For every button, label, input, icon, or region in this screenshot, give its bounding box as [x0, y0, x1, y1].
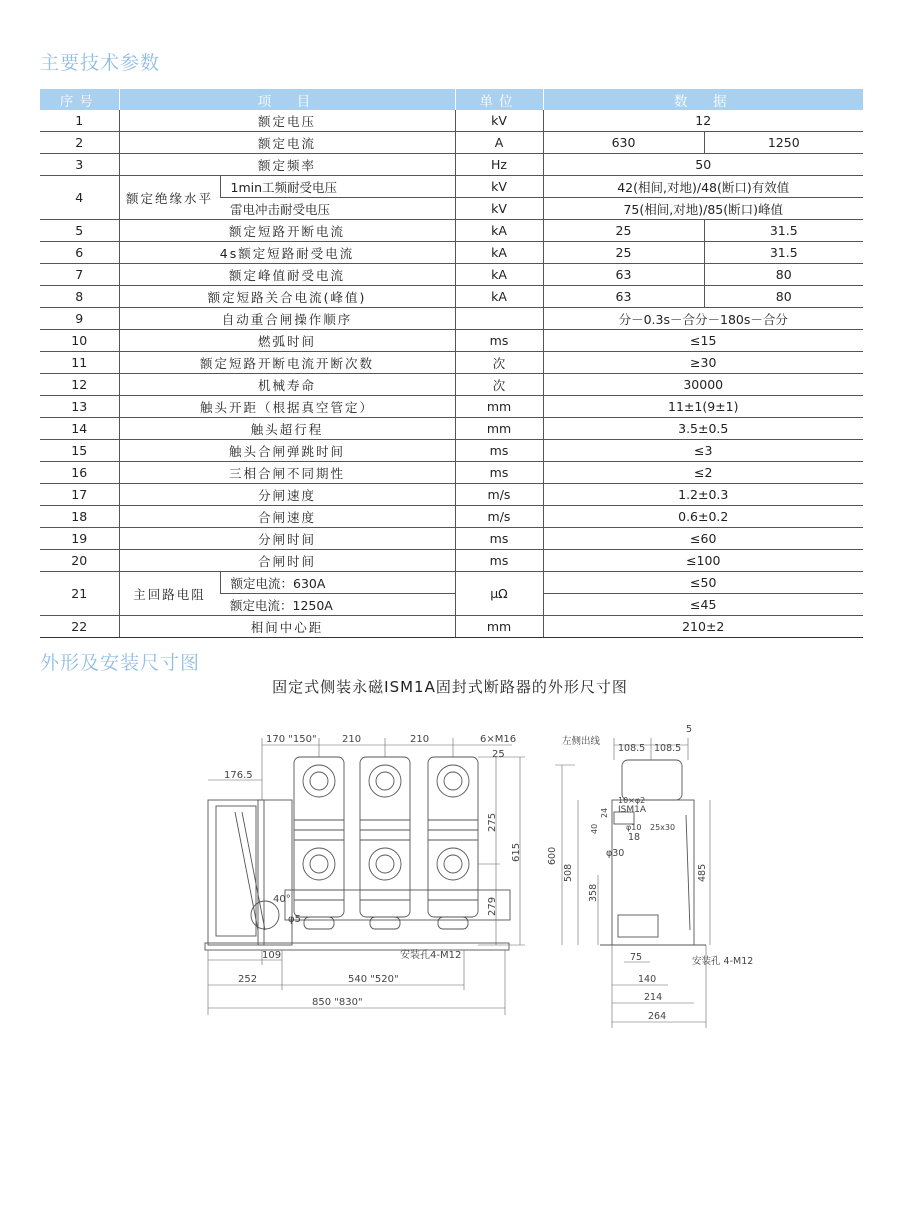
dim-m16: 6×M16: [480, 734, 517, 745]
cell-item: 额定电流：1250A: [220, 594, 455, 616]
dim-108b: 108.5: [654, 743, 682, 754]
cell-unit: ms: [455, 550, 543, 572]
cell-item: 燃弧时间: [119, 330, 455, 352]
cell-value: 210±2: [543, 616, 863, 638]
dim-264: 264: [648, 1011, 667, 1022]
dim-214: 214: [644, 992, 663, 1003]
dim-phi10: φ10: [626, 823, 642, 832]
cell-item: 1min工频耐受电压: [220, 176, 455, 198]
cell-value: ≤15: [543, 330, 863, 352]
cell-item: 额定频率: [119, 154, 455, 176]
cell-value: ≤2: [543, 462, 863, 484]
cell-value: 1.2±0.3: [543, 484, 863, 506]
cell-no: 14: [40, 418, 119, 440]
cell-value: 75(相间,对地)/85(断口)峰值: [543, 198, 863, 220]
section-title-dimensions: 外形及安装尺寸图: [40, 652, 201, 674]
base-plate: [205, 943, 509, 950]
cell-no: 12: [40, 374, 119, 396]
dim-600: 600: [547, 846, 558, 865]
dim-18: 18: [628, 832, 641, 843]
cell-unit: ms: [455, 528, 543, 550]
cell-value: 分－0.3s－合分－180s－合分: [543, 308, 863, 330]
header-item: 项 目: [119, 89, 455, 110]
dim-850: 850 "830": [312, 997, 363, 1008]
cell-unit: ms: [455, 440, 543, 462]
cell-value: ≤45: [543, 594, 863, 616]
cell-value-2: 1250: [704, 132, 863, 154]
dim-252: 252: [238, 974, 258, 985]
cell-item: 合闸时间: [119, 550, 455, 572]
dim-109: 109: [262, 950, 282, 961]
cell-item: 额定短路关合电流(峰值): [119, 286, 455, 308]
dim-485: 485: [697, 863, 708, 882]
cell-item: 雷电冲击耐受电压: [220, 198, 455, 220]
dim-10phi2: 10×φ2: [618, 796, 646, 805]
header-unit: 单位: [455, 89, 543, 110]
cell-item: 三相合闸不同期性: [119, 462, 455, 484]
brand-label: ISM1A: [618, 805, 647, 815]
cell-value: ≥30: [543, 352, 863, 374]
cell-unit: A: [455, 132, 543, 154]
cell-unit: kA: [455, 242, 543, 264]
cell-item: 4s额定短路耐受电流: [119, 242, 455, 264]
side-pole-top: [622, 760, 682, 800]
cell-unit: kA: [455, 220, 543, 242]
cell-item: 机械寿命: [119, 374, 455, 396]
cell-value: 50: [543, 154, 863, 176]
cell-item: 额定短路开断电流: [119, 220, 455, 242]
cell-value: ≤100: [543, 550, 863, 572]
cell-item: 分闸速度: [119, 484, 455, 506]
dim-210a: 210: [342, 734, 362, 745]
header-no: 序号: [40, 89, 119, 110]
cell-unit: m/s: [455, 506, 543, 528]
cell-value: 42(相间,对地)/48(断口)有效值: [543, 176, 863, 198]
cell-value-1: 63: [543, 264, 704, 286]
cell-unit: kA: [455, 286, 543, 308]
cell-no: 3: [40, 154, 119, 176]
cell-no: 2: [40, 132, 119, 154]
dim-25: 25: [492, 749, 505, 760]
cell-value: ≤50: [543, 572, 863, 594]
cell-value-1: 25: [543, 220, 704, 242]
cell-value: 0.6±0.2: [543, 506, 863, 528]
dim-phi30: φ30: [606, 848, 625, 859]
cell-value-2: 31.5: [704, 220, 863, 242]
cell-unit: kV: [455, 110, 543, 132]
cell-value: ≤3: [543, 440, 863, 462]
cell-item: 合闸速度: [119, 506, 455, 528]
dim-275: 275: [487, 812, 498, 832]
mount-hole-front: 安装孔4-M12: [400, 950, 462, 961]
cell-no: 4: [40, 176, 119, 220]
cell-unit: mm: [455, 396, 543, 418]
cell-item: 触头超行程: [119, 418, 455, 440]
cell-value: ≤60: [543, 528, 863, 550]
side-housing: [612, 800, 694, 945]
cell-value-1: 630: [543, 132, 704, 154]
side-bracket: [258, 800, 292, 945]
cell-unit: μΩ: [455, 572, 543, 616]
cell-item: 触头开距（根据真空管定）: [119, 396, 455, 418]
cell-unit: 次: [455, 374, 543, 396]
cell-no: 22: [40, 616, 119, 638]
dim-24: 24: [600, 807, 609, 818]
dim-615: 615: [511, 842, 522, 862]
cell-no: 21: [40, 572, 119, 616]
mount-hole-side: 安装孔 4-M12: [692, 956, 754, 967]
cell-group: 主回路电阻: [119, 572, 220, 616]
pole-1: [294, 757, 344, 929]
dim-170: 170 "150": [266, 734, 317, 745]
operating-rod: [235, 812, 258, 930]
front-view-labels: [224, 734, 522, 1008]
cell-value: 11±1(9±1): [543, 396, 863, 418]
dim-phi5: φ5: [288, 914, 301, 925]
dim-508: 508: [563, 863, 574, 882]
cell-item: 额定电压: [119, 110, 455, 132]
cell-no: 17: [40, 484, 119, 506]
cell-no: 6: [40, 242, 119, 264]
cell-no: 20: [40, 550, 119, 572]
left-outlet-label: 左侧出线: [562, 736, 601, 747]
header-data: 数 据: [543, 89, 863, 110]
cell-value-1: 25: [543, 242, 704, 264]
cell-value-2: 80: [704, 286, 863, 308]
cell-item: 分闸时间: [119, 528, 455, 550]
cell-unit: ms: [455, 462, 543, 484]
diagram-title: 固定式侧装永磁ISM1A固封式断路器的外形尺寸图: [272, 678, 628, 696]
cell-no: 13: [40, 396, 119, 418]
side-cable: [686, 815, 690, 930]
cell-unit: kA: [455, 264, 543, 286]
cell-item: 额定峰值耐受电流: [119, 264, 455, 286]
cell-unit: ms: [455, 330, 543, 352]
dim-210b: 210: [410, 734, 430, 745]
dim-108a: 108.5: [618, 743, 646, 754]
dim-5: 5: [686, 724, 693, 735]
cell-item: 额定电流: [119, 132, 455, 154]
dim-140: 140: [638, 974, 657, 985]
cell-unit: Hz: [455, 154, 543, 176]
cell-unit: mm: [455, 418, 543, 440]
cell-no: 5: [40, 220, 119, 242]
operating-rod-2: [242, 812, 265, 930]
cell-unit: 次: [455, 352, 543, 374]
cell-value: 3.5±0.5: [543, 418, 863, 440]
dim-176: 176.5: [224, 770, 253, 781]
cell-no: 7: [40, 264, 119, 286]
cell-item: 相间中心距: [119, 616, 455, 638]
cell-unit: m/s: [455, 484, 543, 506]
nameplate: [618, 915, 658, 937]
cell-no: 15: [40, 440, 119, 462]
cell-no: 9: [40, 308, 119, 330]
cell-value-2: 80: [704, 264, 863, 286]
cell-unit: kV: [455, 176, 543, 198]
cell-no: 18: [40, 506, 119, 528]
cell-item: 自动重合闸操作顺序: [119, 308, 455, 330]
cell-no: 1: [40, 110, 119, 132]
cell-item: 触头合闸弹跳时间: [119, 440, 455, 462]
pole-3: [428, 757, 478, 929]
dim-540: 540 "520": [348, 974, 399, 985]
dim-25x30: 25x30: [650, 823, 676, 832]
dim-40: 40: [590, 823, 599, 834]
cell-value-1: 63: [543, 286, 704, 308]
cell-no: 11: [40, 352, 119, 374]
cell-value-2: 31.5: [704, 242, 863, 264]
side-view: [555, 738, 710, 1028]
dim-40deg: 40°: [273, 894, 291, 905]
mechanism-panel: [216, 806, 256, 936]
cell-value: 12: [543, 110, 863, 132]
cell-item: 额定短路开断电流开断次数: [119, 352, 455, 374]
cell-value: 30000: [543, 374, 863, 396]
cell-no: 8: [40, 286, 119, 308]
section-title-parameters: 主要技术参数: [40, 52, 161, 74]
cell-no: 19: [40, 528, 119, 550]
pole-2: [360, 757, 410, 929]
cell-unit: kV: [455, 198, 543, 220]
cell-unit: mm: [455, 616, 543, 638]
dim-358: 358: [588, 883, 599, 902]
cell-item: 额定电流：630A: [220, 572, 455, 594]
dim-75: 75: [630, 952, 643, 963]
cell-no: 10: [40, 330, 119, 352]
cell-group: 额定绝缘水平: [119, 176, 220, 220]
dim-279: 279: [487, 896, 498, 916]
cell-no: 16: [40, 462, 119, 484]
